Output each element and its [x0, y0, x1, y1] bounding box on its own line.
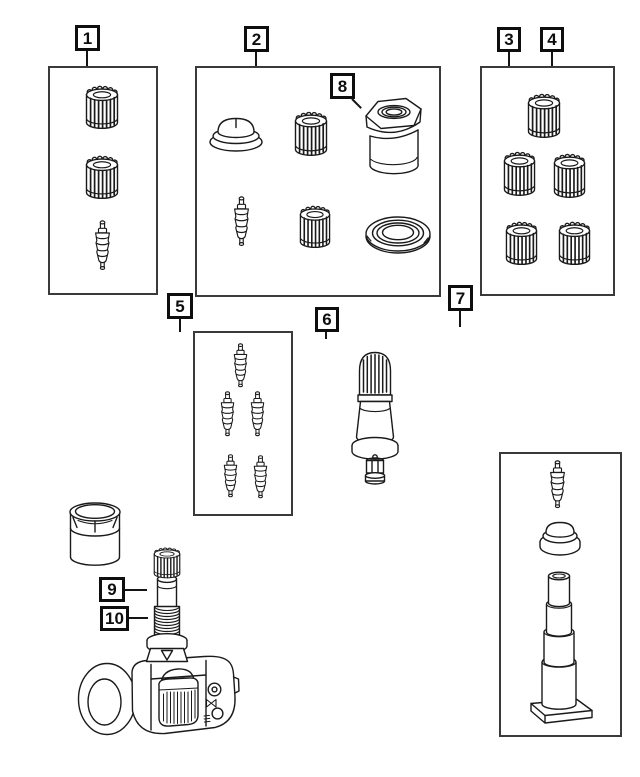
part-grommet-seal	[210, 119, 262, 152]
part-valve-core	[224, 455, 236, 497]
leader-line-7	[459, 310, 461, 327]
part-valve-cap	[559, 222, 589, 264]
part-tpms-sensor	[79, 656, 240, 734]
part-o-ring-washer	[366, 217, 430, 253]
part-dome-cap	[540, 523, 580, 556]
callout-8-label: 8	[337, 76, 348, 96]
callout-2[interactable]	[244, 26, 269, 52]
callout-5[interactable]	[167, 293, 193, 319]
callout-3[interactable]	[497, 27, 521, 52]
callout-6[interactable]	[315, 307, 339, 332]
leader-line-6	[325, 331, 327, 339]
part-valve-core	[221, 392, 233, 436]
callout-2-label: 2	[251, 29, 262, 49]
leader-line-1	[86, 50, 88, 66]
callout-9[interactable]	[99, 577, 125, 602]
part-valve-core	[254, 456, 266, 498]
part-valve-cap	[300, 206, 329, 247]
callout-8[interactable]	[330, 73, 355, 99]
part-valve-cap	[87, 156, 118, 198]
callout-10-label: 10	[105, 609, 124, 628]
callout-7-label: 7	[455, 288, 466, 308]
leader-line-4	[551, 51, 553, 66]
callout-4[interactable]	[540, 27, 564, 52]
callout-10[interactable]	[100, 606, 129, 631]
callout-6-label: 6	[322, 310, 332, 329]
callout-7[interactable]	[448, 285, 473, 311]
callout-4-label: 4	[547, 30, 557, 49]
part-valve-cap	[296, 112, 327, 155]
part-valve-core	[551, 461, 565, 508]
callout-9-label: 9	[107, 580, 117, 599]
part-valve-cap	[87, 86, 118, 128]
part-sensor-valve-stem	[147, 548, 188, 662]
part-nut-sleeve	[366, 99, 421, 174]
part-valve-cap	[504, 152, 534, 195]
leader-line-3	[508, 51, 510, 66]
leader-line-5	[179, 318, 181, 332]
part-valve-core	[235, 197, 249, 246]
part-valve-cap	[554, 154, 584, 197]
part-valve-core	[234, 344, 246, 387]
part-valve-cap	[154, 548, 180, 578]
callout-3-label: 3	[504, 30, 514, 49]
leader-line-10	[128, 617, 148, 619]
part-valve-core	[96, 221, 110, 270]
callout-1-label: 1	[82, 28, 93, 48]
part-valve-core	[251, 392, 263, 436]
part-snap-in-valve-stem	[352, 353, 398, 485]
leader-line-9	[124, 589, 147, 591]
callout-1[interactable]	[75, 25, 100, 51]
leader-line-2	[255, 51, 257, 66]
part-hex-socket-cap	[70, 503, 120, 565]
part-clamp-in-valve-stem	[531, 572, 592, 723]
callout-5-label: 5	[175, 296, 185, 316]
part-valve-cap	[506, 222, 536, 264]
part-valve-cap	[529, 94, 560, 137]
